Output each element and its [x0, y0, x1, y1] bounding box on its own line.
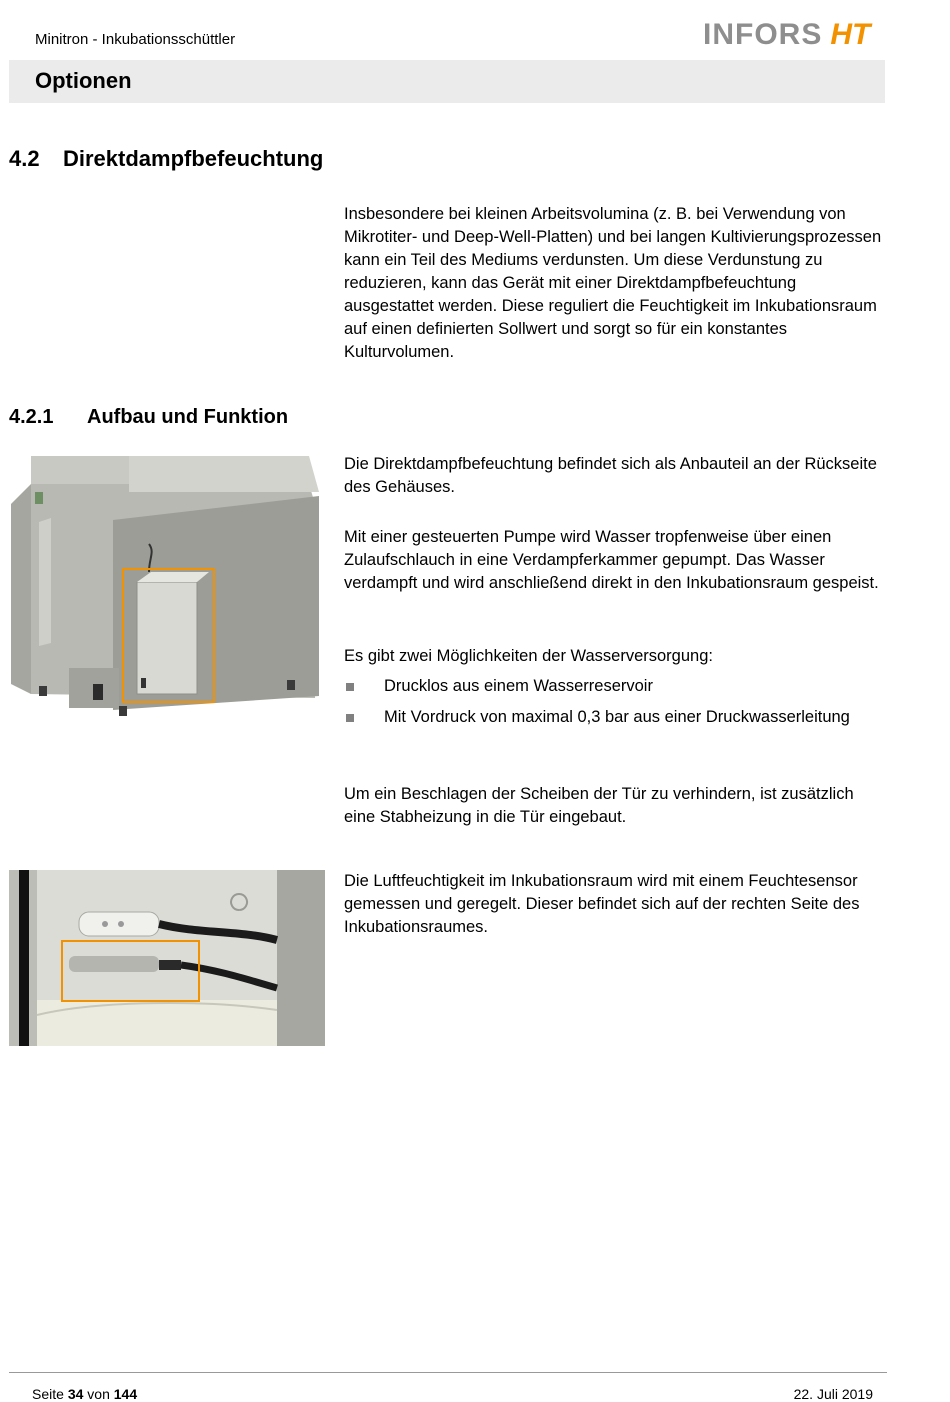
- document-title: Minitron - Inkubationsschüttler: [35, 31, 236, 48]
- water-supply-list: [344, 675, 889, 737]
- list-item: Mit Vordruck von maximal 0,3 bar aus einer Druckwasserleitung: [344, 706, 889, 729]
- paragraph-3: Es gibt zwei Möglichkeiten der Wasserversorgung:: [344, 647, 713, 665]
- humidity-sensor-figure: [9, 870, 325, 1046]
- humidity-sensor-illustration: [9, 870, 325, 1046]
- logo-text: INFORS: [703, 18, 823, 51]
- list-item: Drucklos aus einem Wasserreservoir: [344, 675, 889, 698]
- logo-accent: HT: [830, 18, 871, 51]
- paragraph-2: Mit einer gesteuerten Pumpe wird Wasser tropfenweise über einen Zulaufschlauch in eine Verdampferkammer gepumpt. Das Wasser verdampft und wird anschließend direkt in den Inkubationsraum gespeist.: [344, 528, 879, 592]
- section-band: [9, 60, 885, 103]
- heading-4-2-1: [9, 406, 288, 429]
- paragraph-1: Die Direktdampfbefeuchtung befindet sich als Anbauteil an der Rückseite des Gehäuses.: [344, 455, 877, 496]
- heading-title: Direktdampfbefeuchtung: [63, 146, 324, 171]
- section-title: Optionen: [35, 68, 132, 93]
- footer-divider: [9, 1372, 887, 1373]
- page-number: Seite 34 von 144: [32, 1386, 138, 1402]
- infors-ht-logo: [703, 18, 870, 52]
- subheading-number: 4.2.1: [9, 406, 54, 428]
- device-rear-figure: [9, 448, 325, 733]
- intro-paragraph: Insbesondere bei kleinen Arbeitsvolumina (z. B. bei Verwendung von Mikrotiter- und Deep-Well-Platten) und bei langen Kultivierungsprozessen kann ein Teil des Mediums verdunsten. Um diese Verdunstung zu reduzieren, kann das Gerät mit einer Direktdampfbefeuchtung ausgestattet werden. Diese reguliert die Feuchtigkeit im Inkubationsraum auf einen definierten Sollwert und sorgt so für ein konstantes Kulturvolumen.: [344, 205, 882, 361]
- document-date: 22. Juli 2019: [793, 1386, 873, 1402]
- subheading-title: Aufbau und Funktion: [87, 406, 289, 428]
- heading-4-2: [9, 146, 323, 172]
- device-rear-illustration: [9, 448, 325, 733]
- heading-number: 4.2: [9, 146, 40, 171]
- paragraph-4: Um ein Beschlagen der Scheiben der Tür zu verhindern, ist zusätzlich eine Stabheizung in die Tür eingebaut.: [344, 785, 854, 826]
- paragraph-5: Die Luftfeuchtigkeit im Inkubationsraum wird mit einem Feuchtesensor gemessen und geregelt. Dieser befindet sich auf der rechten Seite des Inkubationsraumes.: [344, 872, 860, 936]
